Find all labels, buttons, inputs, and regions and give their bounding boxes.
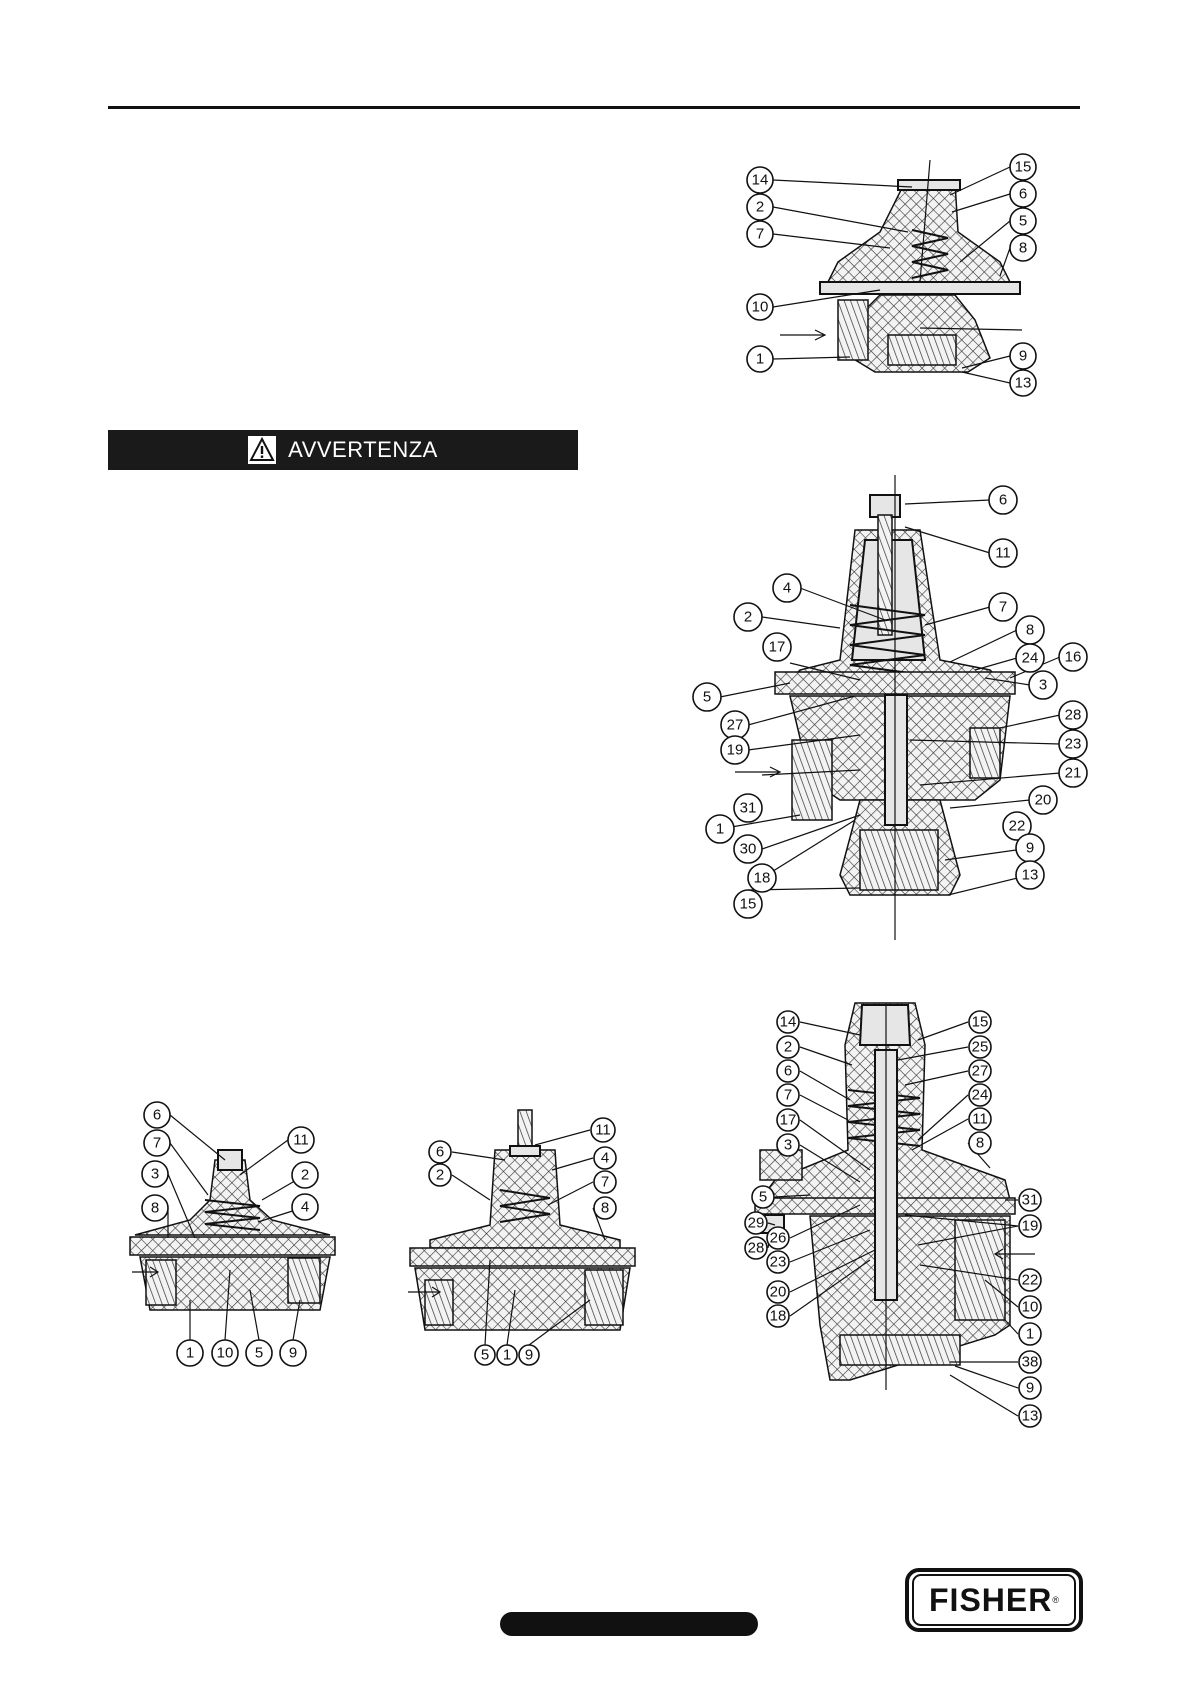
callout-5 [693,683,721,711]
callout-7 [144,1130,170,1156]
callout-27 [721,711,749,739]
svg-text:10: 10 [1021,1298,1039,1316]
callout-5 [752,1186,774,1208]
svg-text:1: 1 [1025,1325,1035,1343]
callout-3 [777,1134,799,1156]
svg-text:8: 8 [150,1199,160,1217]
callout-19 [1019,1215,1041,1237]
callout-23 [767,1251,789,1273]
svg-text:5: 5 [480,1346,490,1364]
svg-text:22: 22 [1008,817,1026,835]
svg-text:10: 10 [216,1344,234,1362]
callout-20 [767,1281,789,1303]
svg-text:26: 26 [769,1229,787,1247]
footer-bar [500,1612,758,1636]
callout-8 [594,1197,616,1219]
svg-text:14: 14 [751,171,769,189]
svg-text:21: 21 [1064,764,1082,782]
svg-text:9: 9 [1018,347,1028,365]
svg-text:3: 3 [783,1136,793,1154]
callout-29 [745,1212,767,1234]
callout-11 [591,1118,615,1142]
svg-text:6: 6 [783,1062,793,1080]
callout-27 [969,1060,991,1082]
svg-text:7: 7 [152,1134,162,1152]
callout-6 [777,1060,799,1082]
callout-8 [1010,235,1036,261]
svg-text:2: 2 [755,198,765,216]
svg-text:7: 7 [755,225,765,243]
svg-text:24: 24 [971,1086,989,1104]
svg-text:5: 5 [758,1188,768,1206]
svg-text:1: 1 [755,350,765,368]
svg-text:10: 10 [751,298,769,316]
callout-5 [1010,208,1036,234]
callout-2 [734,603,762,631]
callout-7 [747,221,773,247]
callout-24 [969,1084,991,1106]
svg-text:5: 5 [1018,212,1028,230]
svg-text:27: 27 [971,1062,989,1080]
callout-31 [1019,1189,1041,1211]
svg-text:23: 23 [1064,735,1082,753]
callout-2 [429,1164,451,1186]
svg-text:9: 9 [288,1344,298,1362]
callout-4 [773,574,801,602]
fisher-logo-frame [912,1574,1076,1626]
callout-17 [763,633,791,661]
callout-15 [969,1011,991,1033]
callout-28 [1059,701,1087,729]
svg-text:17: 17 [768,638,786,656]
callout-6 [989,486,1017,514]
callout-6 [1010,181,1036,207]
warning-label: AVVERTENZA [288,437,438,462]
svg-text:3: 3 [1038,676,1048,694]
svg-text:4: 4 [782,579,792,597]
callout-24 [1016,644,1044,672]
callout-11 [989,539,1017,567]
callout-1 [706,815,734,843]
callout-1 [747,346,773,372]
callout-26 [767,1227,789,1249]
callout-9 [1010,343,1036,369]
svg-text:22: 22 [1021,1271,1039,1289]
svg-text:6: 6 [152,1106,162,1124]
svg-text:14: 14 [779,1013,797,1031]
svg-text:1: 1 [715,820,725,838]
svg-text:27: 27 [726,716,744,734]
svg-text:16: 16 [1064,648,1082,666]
callout-18 [748,864,776,892]
svg-text:11: 11 [995,544,1011,562]
svg-text:2: 2 [743,608,753,626]
svg-text:6: 6 [1018,185,1028,203]
svg-text:29: 29 [747,1214,765,1232]
svg-text:3: 3 [150,1165,160,1183]
callout-8 [142,1195,168,1221]
svg-text:24: 24 [1021,649,1039,667]
svg-text:7: 7 [600,1173,610,1191]
svg-text:4: 4 [600,1149,610,1167]
callout-9 [1016,834,1044,862]
callout-4 [292,1194,318,1220]
callout-2 [292,1162,318,1188]
svg-text:5: 5 [254,1344,264,1362]
svg-text:8: 8 [600,1199,610,1217]
callout-9 [519,1345,539,1365]
svg-text:7: 7 [998,598,1008,616]
svg-text:5: 5 [702,688,712,706]
svg-text:7: 7 [783,1086,793,1104]
callout-8 [1016,616,1044,644]
callout-5 [246,1340,272,1366]
callout-31 [734,794,762,822]
svg-text:11: 11 [595,1121,611,1139]
svg-text:6: 6 [435,1143,445,1161]
svg-text:30: 30 [739,840,757,858]
callout-13 [1016,861,1044,889]
callout-3 [142,1161,168,1187]
svg-text:13: 13 [1021,866,1039,884]
svg-text:9: 9 [1025,839,1035,857]
callout-5 [475,1345,495,1365]
callout-20 [1029,786,1057,814]
callout-28 [745,1237,767,1259]
callout-38 [1019,1351,1041,1373]
svg-text:8: 8 [975,1134,985,1152]
callout-17 [777,1109,799,1131]
fisher-logo [905,1568,1083,1632]
callout-19 [721,736,749,764]
callout-7 [989,593,1017,621]
registered-mark: ® [1052,1595,1059,1605]
callout-10 [1019,1296,1041,1318]
svg-text:19: 19 [726,741,744,759]
svg-text:13: 13 [1014,374,1032,392]
callout-4 [594,1147,616,1169]
callout-13 [1010,370,1036,396]
svg-text:8: 8 [1025,621,1035,639]
svg-text:13: 13 [1021,1407,1039,1425]
svg-text:20: 20 [1034,791,1052,809]
svg-text:9: 9 [524,1346,534,1364]
callout-1 [1019,1323,1041,1345]
svg-text:31: 31 [1021,1191,1039,1209]
callout-16 [1059,643,1087,671]
svg-text:38: 38 [1021,1353,1039,1371]
callout-6 [144,1102,170,1128]
callout-18 [767,1305,789,1327]
callout-30 [734,835,762,863]
callout-13 [1019,1405,1041,1427]
callout-6 [429,1141,451,1163]
callout-7 [594,1171,616,1193]
svg-text:15: 15 [739,895,757,913]
callout-25 [969,1036,991,1058]
svg-text:17: 17 [779,1111,797,1129]
svg-text:20: 20 [769,1283,787,1301]
svg-text:31: 31 [739,799,757,817]
svg-text:25: 25 [971,1038,989,1056]
svg-text:2: 2 [300,1166,310,1184]
svg-text:6: 6 [998,491,1008,509]
callout-2 [747,194,773,220]
callout-3 [1029,671,1057,699]
callout-1 [497,1345,517,1365]
svg-text:28: 28 [747,1239,765,1257]
callout-15 [734,890,762,918]
svg-text:18: 18 [769,1307,787,1325]
svg-text:8: 8 [1018,239,1028,257]
callout-9 [280,1340,306,1366]
svg-text:18: 18 [753,869,771,887]
svg-text:9: 9 [1025,1379,1035,1397]
svg-text:15: 15 [1014,158,1032,176]
figure-top-right [773,160,1022,383]
svg-text:4: 4 [300,1198,310,1216]
callout-11 [288,1127,314,1153]
callout-14 [777,1011,799,1033]
callout-15 [1010,154,1036,180]
callout-11 [969,1108,991,1130]
callout-2 [777,1036,799,1058]
svg-text:11: 11 [972,1110,988,1128]
callout-23 [1059,730,1087,758]
svg-text:1: 1 [185,1344,195,1362]
svg-text:19: 19 [1021,1217,1039,1235]
svg-text:28: 28 [1064,706,1082,724]
svg-text:11: 11 [293,1131,309,1149]
logo-text: FISHER [929,1581,1053,1618]
callout-7 [777,1084,799,1106]
svg-text:2: 2 [783,1038,793,1056]
svg-text:23: 23 [769,1253,787,1271]
callout-14 [747,167,773,193]
callout-10 [212,1340,238,1366]
callout-9 [1019,1377,1041,1399]
callout-8 [969,1132,991,1154]
callout-22 [1019,1269,1041,1291]
callout-1 [177,1340,203,1366]
callout-10 [747,294,773,320]
svg-text:1: 1 [502,1346,512,1364]
svg-text:15: 15 [971,1013,989,1031]
svg-text:2: 2 [435,1166,445,1184]
callout-21 [1059,759,1087,787]
